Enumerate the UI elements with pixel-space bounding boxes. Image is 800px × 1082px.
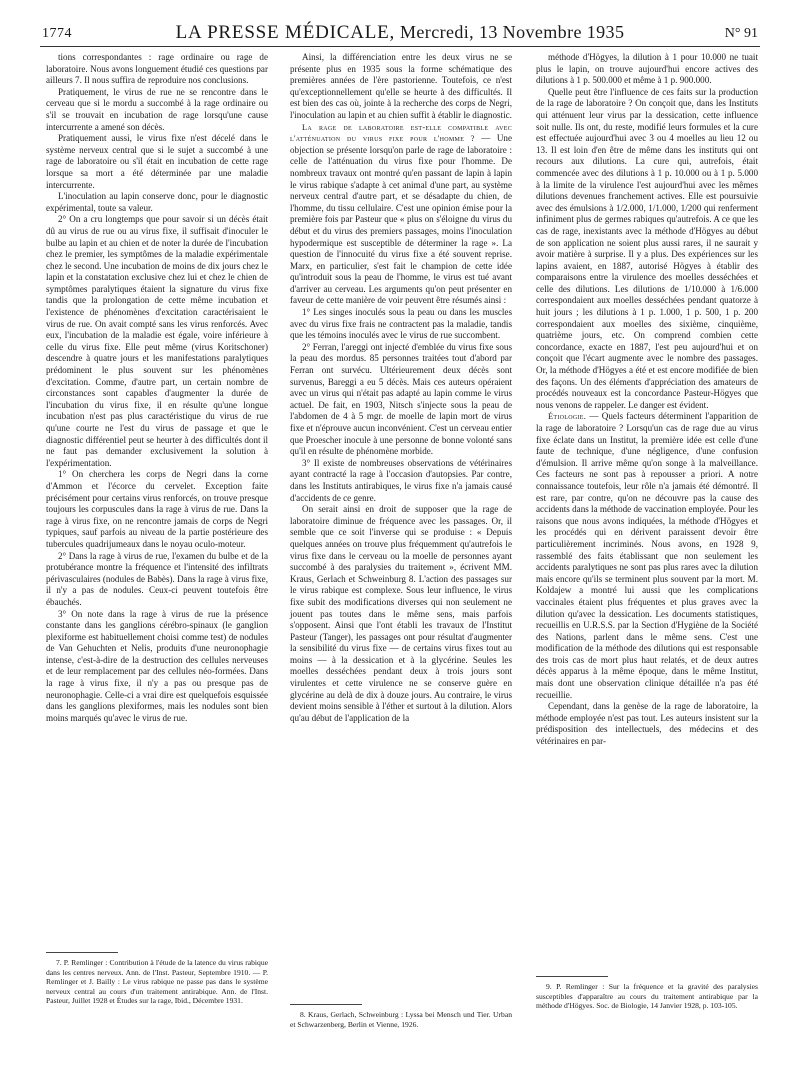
paragraph: 1° On cherchera les corps de Negri dans la corne d'Ammon et l'écorce du cervelet. Exception faite précisément pour certains virus renforcés, on trouve presque toujours les corpuscules dans la rage à virus de rue. Dans la rage à virus fixe, on ne rencontre jamais de corps de Negri typiques, sauf parfois au niveau de la partie postérieure des tubercules quadrijumeaux dans le noyau oculo-moteur. xyxy=(46,469,268,549)
paragraph: tions correspondantes : rage ordinaire ou rage de laboratoire. Nous avons longuement étudié ces questions par ailleurs 7. Il nous suffira de reproduire nos conclusions. xyxy=(46,52,268,86)
footnote: 7. P. Remlinger : Contribution à l'étude de la latence du virus rabique dans les centres nerveux. Ann. de l'Inst. Pasteur, Septembre 1910. — P. Remlinger et J. Bailly : Le virus rabique ne passe pas dans le système nerveux central au cours d'un traitement antirabique. Ann. de l'Inst. Pasteur, Juillet 1928 et Études sur la rage, Ibid., Décembre 1931. xyxy=(46,958,268,1006)
column-2 xyxy=(290,52,512,724)
section-paragraph: Étiologie. — Quels facteurs déterminent l'apparition de la rage de laboratoire ? Lorsqu'un cas de rage due au virus fixe éclate dans un Institut, la première idée est celle d'une faute de technique, d'une négligence, d'une confusion d'émulsion. Il arrive même qu'on songe à la malveillance. Ces facteurs ne sont pas à repousser a priori. A notre connaissance toutefois, leur rôle n'a jamais été démontré. Il est rare, par contre, qu'on ne découvre pas la cause des accidents dans la méthode de vaccination employée. Pour les raisons que nous avons indiquées, la méthode d'Högyes et les procédés qui en dérivent paraissent devoir être particulièrement incriminés. Nous avons, en 1928 9, rassemblé des faits établissant que non seulement les accidents paralytiques ne sont pas plus rares avec la dilution mais encore qu'ils se terminent plus souvent par la mort. M. Koldajew a montré lui aussi que les complications vaccinales étaient plus fréquentes et plus graves avec la dilution qu'avec la dessication. Les documents statistiques, recueillis en U.R.S.S. par la Section d'Hygiène de la Société des Nations, parlent dans le même sens. C'est une modification de la méthode des dilutions qui est responsable des trois cas de mort plus haut relatés, et de deux autres décès apparus à la même époque, dans le même Institut, mais dont une observation clinique détaillée n'a pas été recueillie. xyxy=(536,411,758,700)
paragraph: méthode d'Högyes, la dilution à 1 pour 10.000 ne tuait plus le lapin, on trouve aujourd'hui encore actives des dilutions à 1 p. 500.000 et même à 1 p. 900.000. xyxy=(536,52,758,86)
section-paragraph: La rage de laboratoire est-elle compatible avec l'atténuation du virus fixe pour l'homme ? — Une objection se présente lorsqu'on parle de rage de laboratoire : celle de l'atténuation du virus fixe pour l'homme. De nombreux travaux ont montré qu'en passant de lapin à lapin le virus rabique s'adapte à cet animal d'une part, au système nerveux central d'autre part, et se désadapte du chien, de l'homme, du tissu cellulaire. C'est une opinion émise pour la première fois par Pasteur que « plus on s'éloigne du virus du début et du virus des premiers passages, moins l'inoculation hypodermique est susceptible de déterminer la rage ». La question de l'innocuité du virus fixe a été souvent reprise. Marx, en particulier, s'est fait le champion de cette idée qu'introduit sous la peau de l'homme, le virus est tué avant d'arriver au cerveau. Les arguments qu'on peut présenter en faveur de cette manière de voir peuvent être résumés ainsi : xyxy=(290,122,512,306)
paragraph: 2° On a cru longtemps que pour savoir si un décès était dû au virus de rue ou au virus fixe, il suffisait d'inoculer le bulbe au lapin et au chien et de noter la durée de l'incubation chez le premier, les symptômes de la maladie expérimentale chez le second. Une incubation de moins de dix jours chez le lapin et la constatation exclusive chez lui et chez le chien de symptômes paralytiques étaient la signature du virus fixe tandis que la prolongation de cette même incubation et l'existence de phénomènes d'excitation caractérisaient le virus de rue. On avait compté sans les virus renforcés. Avec eux, l'incubation de la maladie est égale, voire inférieure à celle du virus fixe. Elle peut même (virus Koritschoner) descendre à quatre jours et les manifestations paralytiques prédominent le plus souvent sur les phénomènes d'excitation. Comme, d'autre part, un certain nombre de circonstances sont capables d'augmenter la durée de l'incubation du virus fixe, il en résulte qu'une longue incubation n'est pas plus caractéristique du virus de rue qu'une courte ne l'est du virus de passage et que le diagnostic différentiel peut se heurter à des difficultés dont il ne faut pas demander exclusivement la solution à l'expérimentation. xyxy=(46,214,268,468)
page-number: 1774 xyxy=(42,26,72,41)
paragraph: Pratiquement aussi, le virus fixe n'est décelé dans le système nerveux central que si le sujet a succombé à une rage de laboratoire ou s'il était en incubation de cette rage lorsque sa mort a été déterminée par une maladie intercurrente. xyxy=(46,133,268,190)
paragraph: On serait ainsi en droit de supposer que la rage de laboratoire diminue de fréquence avec les passages. Or, il semble que ce soit l'inverse qui se produise : « Depuis quelques années on trouve plus fréquemment qu'autrefois le virus fixe dans le cerveau ou la moelle de personnes ayant succombé à des paralysies du traitement », écrivent MM. Kraus, Gerlach et Schweinburg 8. L'action des passages sur le virus rabique est complexe. Sous leur influence, le virus fixe subit des modifications diverses qui non seulement ne jouent pas toutes dans le même sens, mais parfois s'opposent. Ainsi que l'ont établi les travaux de l'Institut Pasteur (Tanger), les passages ont pour résultat d'augmenter la sensibilité du virus fixe — de certains virus fixes tout au moins — à la dessication et à la glycérine. Seules les moelles desséchées pendant deux à trois jours sont virulentes et cette virulence ne se conserve guère en glycérine au delà de dix à douze jours. Au contraire, le virus devient moins sensible à l'éther et surtout à la dilution. Alors qu'au début de l'application de la xyxy=(290,504,512,723)
paragraph: 3° Il existe de nombreuses observations de vétérinaires ayant contracté la rage à l'occasion d'autopsies. Par contre, dans les Instituts antirabiques, le virus fixe n'a jamais causé d'accidents de ce genre. xyxy=(290,457,512,503)
paragraph: 2° Dans la rage à virus de rue, l'examen du bulbe et de la protubérance montre la fréquence et l'intensité des infiltrats périvasculaires (nodules de Babès). Dans la rage à virus fixe, il n'y a pas de nodules. Ceux-ci peuvent toutefois être ébauchés. xyxy=(46,550,268,607)
journal-name: LA PRESSE MÉDICALE, xyxy=(175,22,396,43)
paragraph: Cependant, dans la genèse de la rage de laboratoire, la méthode employée n'est pas tout. Les auteurs insistent sur la prédisposition des intellectuels, des médecins et des vétérinaires en par- xyxy=(536,701,758,747)
footnote: 9. P. Remlinger : Sur la fréquence et la gravité des paralysies susceptibles d'apparaître au cours du traitement antirabique par la méthode d'Högyes. Soc. de Biologie, 14 Janvier 1928, p. 103-105. xyxy=(536,982,758,1011)
section-heading: Étiologie. xyxy=(548,412,587,422)
column-3 xyxy=(536,52,758,748)
footnote: 8. Kraus, Gerlach, Schweinburg : Lyssa bei Mensch und Tier. Urban et Schwarzenberg, Berlin et Vienne, 1926. xyxy=(290,1010,512,1029)
footnote-rule xyxy=(290,1004,362,1005)
issue-number: N° 91 xyxy=(724,26,758,41)
paragraph: 1° Les singes inoculés sous la peau ou dans les muscles avec du virus fixe frais ne contractent pas la maladie, tandis que les témoins inoculés avec le virus de rue succombent. xyxy=(290,307,512,341)
page-header xyxy=(40,12,760,48)
issue-date: Mercredi, 13 Novembre 1935 xyxy=(400,22,625,42)
paragraph: Quelle peut être l'influence de ces faits sur la production de la rage de laboratoire ? On conçoit que, dans les Instituts qui atténuent leur virus par la dessication, cette influence soit nulle. Ils ont, du reste, modifié leurs formules et la cure est effectuée aujourd'hui avec 3 ou 4 moelles au lieu 12 ou 13. Il est loin d'en être de même dans les instituts qui ont recours aux dilutions. La cure qui, autrefois, était commencée avec des dilutions à 1 p. 10.000 ou à 1 p. 5.000 à la limite de la virulence l'est aujourd'hui avec les mêmes dilutions devenues franchement actives. Elle est poursuivie avec des émulsions à 1/2.000, 1/1.000, 1/200 qui renferment infiniment plus de germes rabiques qu'autrefois. A ce que les cas de rage, inexistants avec la méthode d'Högyes au début de son application ne soient plus aussi rares, il ne saurait y avoir matière à surprise. Il y a plus. Des expériences sur les lapins avaient, en 1887, autorisé Högyes à établir des comparaisons entre la virulence des moelles desséchées et celle des dilutions. Les dilutions de 1/10.000 à 1/6.000 correspondaient aux moelles desséchées pendant quatorze à huit jours ; les dilutions à 1 p. 1.000, 1 p. 500, 1 p. 200 correspondaient aux moelles des sixième, cinquième, quatrième jours, etc. On comprend combien cette concordance, exacte en 1887, l'est peu aujourd'hui et on conçoit que l'écart augmente avec le nombre des passages. Or, la méthode d'Högyes a été et est encore modifiée de bien des façons. Un des éléments d'appréciation des amateurs de procédés nouveaux est la concordance Pasteur-Högyes que nous venons de rappeler. Le danger est évident. xyxy=(536,86,758,410)
header-rule xyxy=(40,46,760,47)
running-title xyxy=(40,22,760,44)
paragraph: L'inoculation au lapin conserve donc, pour le diagnostic expérimental, toute sa valeur. xyxy=(46,191,268,213)
footnotes-column-2 xyxy=(290,1010,512,1029)
paragraph: 3° On note dans la rage à virus de rue la présence constante dans les ganglions cérébro-spinaux (le ganglion plexiforme est habituellement choisi comme test) de nodules de Van Gehuchten et Nelis, produits d'une neuronophagie intense, c'est-à-dire de la destruction des cellules nerveuses et de leur remplacement par des cellules néo-formées. Dans la rage à virus fixe, il n'y a pas ou presque pas de neuronophagie. Celle-ci a vrai dire est quelquefois esquissée dans les ganglions plexiformes, mais les nodules sont bien moins marqués qu'avec le virus de rue. xyxy=(46,608,268,723)
paragraph: Ainsi, la différenciation entre les deux virus ne se présente plus en 1935 sous la forme schématique des premières années de l'ère pastorienne. Toutefois, ce n'est qu'exceptionnellement qu'elle se heurte à des difficultés. Il est bien des cas où, jointe à la recherche des corps de Negri, l'inoculation au lapin et au chien suffit à établir le diagnostic. xyxy=(290,52,512,120)
section-heading: La rage de laboratoire est-elle compatible avec l'atténuation du virus fixe pour l'homme ? xyxy=(290,122,512,144)
footnote-rule xyxy=(536,976,608,977)
footnotes-column-3 xyxy=(536,982,758,1011)
column-1 xyxy=(46,52,268,724)
paragraph: Pratiquement, le virus de rue ne se rencontre dans le cerveau que si le mordu a succombé à la rage ordinaire ou s'il se trouvait en incubation de rage lorsqu'une cause intercurrente a amené son décès. xyxy=(46,86,268,132)
footnote-rule xyxy=(46,952,118,953)
paragraph: 2° Ferran, l'areggi ont injecté d'emblée du virus fixe sous la peau des mordus. 85 personnes traitées tout d'abord par Ferran ont survécu. Ultérieurement deux décès sont survenus, Bareggi a eu 5 décès. Mais ces auteurs opéraient avec un virus qui n'était pas adapté au lapin comme le virus actuel. De fait, en 1903, Nitsch s'injecte sous la peau de l'abdomen de 4 à 5 mgr. de moelle de lapin mort de virus fixe et n'éprouve aucun inconvénient. C'est un cerveau entier que Proescher inocule à une personne de bonne volonté sans qu'il en résulte de phénomène morbide. xyxy=(290,341,512,457)
footnotes-column-1 xyxy=(46,958,268,1006)
